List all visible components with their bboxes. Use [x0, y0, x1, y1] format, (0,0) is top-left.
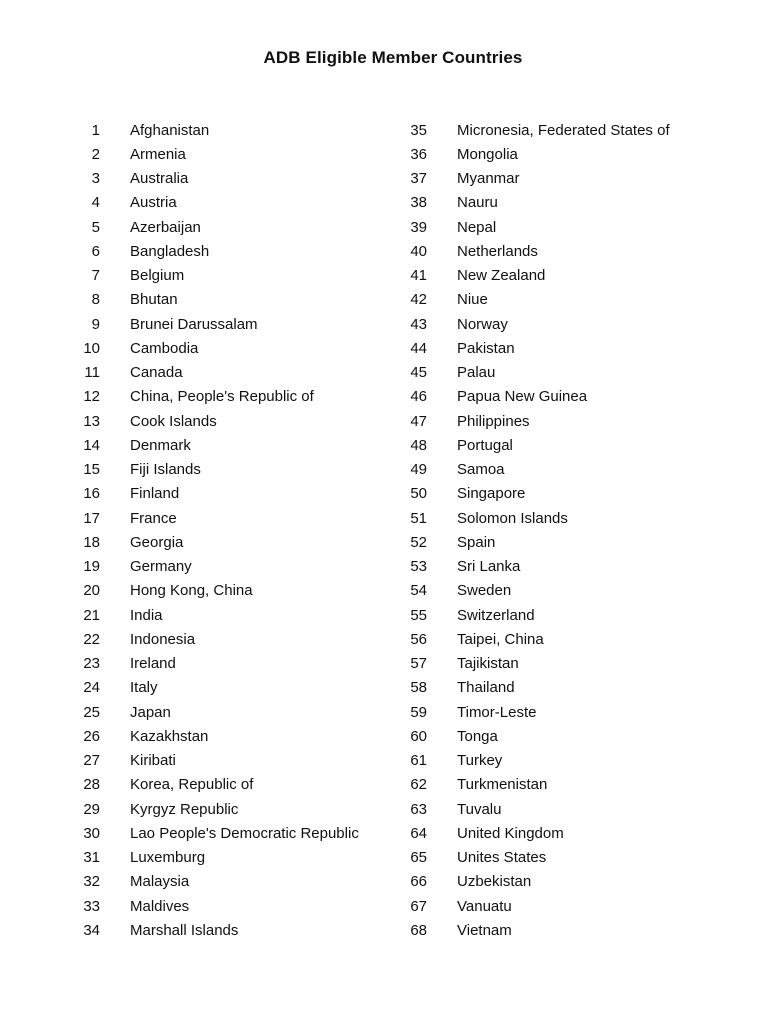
country-number: 44 [410, 339, 427, 357]
country-row [393, 385, 670, 409]
country-name: Palau [457, 364, 496, 382]
country-row [393, 142, 670, 166]
country-row [66, 724, 359, 748]
country-name: Switzerland [457, 606, 535, 624]
country-row [66, 821, 359, 845]
country-row [66, 652, 359, 676]
country-number: 57 [410, 655, 427, 673]
country-row [393, 821, 670, 845]
country-number: 62 [410, 776, 427, 794]
country-name: Marshall Islands [130, 921, 239, 939]
country-number: 3 [91, 170, 100, 188]
country-number: 68 [410, 921, 427, 939]
country-row [66, 458, 359, 482]
country-name: Belgium [130, 267, 185, 285]
country-name: Norway [457, 315, 508, 333]
country-number: 36 [410, 145, 427, 163]
country-row [393, 724, 670, 748]
country-name: Sweden [457, 582, 512, 600]
country-number: 34 [83, 921, 100, 939]
country-name: Netherlands [457, 242, 538, 260]
country-number: 50 [410, 485, 427, 503]
country-row [393, 773, 670, 797]
country-row [66, 749, 359, 773]
country-number: 33 [83, 897, 100, 915]
country-row [393, 336, 670, 360]
country-number: 59 [410, 703, 427, 721]
country-number: 19 [83, 558, 100, 576]
country-row [66, 409, 359, 433]
country-name: Georgia [130, 533, 184, 551]
country-row [66, 264, 359, 288]
country-number: 20 [83, 582, 100, 600]
country-row [393, 603, 670, 627]
country-row [393, 312, 670, 336]
country-name: Canada [130, 364, 183, 382]
country-row [393, 167, 670, 191]
country-row [393, 918, 670, 942]
country-number: 53 [410, 558, 427, 576]
country-number: 2 [91, 145, 100, 163]
country-number: 26 [83, 727, 100, 745]
country-name: Cook Islands [130, 412, 217, 430]
country-name: Vietnam [457, 921, 512, 939]
country-number: 47 [410, 412, 427, 430]
country-number: 16 [83, 485, 100, 503]
country-name: Sri Lanka [457, 558, 521, 576]
country-number: 8 [91, 291, 100, 309]
country-number: 11 [84, 364, 100, 382]
country-name: Italy [130, 679, 158, 697]
country-name: China, People's Republic of [130, 388, 314, 406]
country-name: Philippines [457, 412, 530, 430]
country-number: 56 [410, 630, 427, 648]
country-number: 29 [83, 800, 100, 818]
country-number: 39 [410, 218, 427, 236]
country-name: Japan [130, 703, 171, 721]
country-row [393, 409, 670, 433]
country-name: Bhutan [130, 291, 178, 309]
country-number: 13 [83, 412, 100, 430]
country-number: 18 [83, 533, 100, 551]
country-row [66, 142, 359, 166]
country-name: Nauru [457, 194, 498, 212]
country-name: Austria [130, 194, 177, 212]
country-row [393, 191, 670, 215]
country-number: 24 [83, 679, 100, 697]
country-row [66, 482, 359, 506]
country-name: Taipei, China [457, 630, 544, 648]
country-name: New Zealand [457, 267, 546, 285]
country-name: Kazakhstan [130, 727, 209, 745]
country-row [66, 191, 359, 215]
country-number: 63 [410, 800, 427, 818]
country-number: 67 [410, 897, 427, 915]
country-row [393, 215, 670, 239]
country-row [66, 627, 359, 651]
country-name: Micronesia, Federated States of [457, 121, 670, 139]
country-row [66, 118, 359, 142]
countries-column-right [393, 118, 670, 943]
country-row [66, 361, 359, 385]
country-row [66, 797, 359, 821]
country-row [66, 433, 359, 457]
country-number: 52 [410, 533, 427, 551]
country-name: Azerbaijan [130, 218, 201, 236]
country-name: Turkey [457, 752, 503, 770]
country-number: 28 [83, 776, 100, 794]
country-number: 45 [410, 364, 427, 382]
country-number: 31 [83, 849, 100, 867]
country-name: Germany [130, 558, 192, 576]
country-name: Brunei Darussalam [130, 315, 258, 333]
country-name: Timor-Leste [457, 703, 537, 721]
country-row [66, 312, 359, 336]
country-row [393, 288, 670, 312]
country-number: 1 [91, 121, 100, 139]
country-name: Pakistan [457, 339, 515, 357]
country-name: Afghanistan [130, 121, 210, 139]
country-name: Kiribati [130, 752, 176, 770]
country-name: Cambodia [130, 339, 199, 357]
country-number: 10 [83, 339, 100, 357]
country-row [66, 215, 359, 239]
country-number: 60 [410, 727, 427, 745]
country-number: 43 [410, 315, 427, 333]
country-row [393, 627, 670, 651]
country-number: 9 [91, 315, 100, 333]
country-row [393, 700, 670, 724]
country-number: 58 [410, 679, 427, 697]
country-number: 15 [83, 461, 100, 479]
country-number: 4 [91, 194, 100, 212]
country-name: Niue [457, 291, 488, 309]
country-number: 40 [410, 242, 427, 260]
country-number: 32 [83, 873, 100, 891]
country-name: Hong Kong, China [130, 582, 253, 600]
country-number: 46 [410, 388, 427, 406]
country-name: Australia [130, 170, 189, 188]
country-number: 64 [410, 824, 427, 842]
country-name: Indonesia [130, 630, 196, 648]
country-row [393, 118, 670, 142]
country-row [393, 361, 670, 385]
country-name: Ireland [130, 655, 176, 673]
country-number: 21 [83, 606, 100, 624]
country-row [393, 846, 670, 870]
country-number: 12 [83, 388, 100, 406]
country-number: 55 [410, 606, 427, 624]
country-name: Uzbekistan [457, 873, 532, 891]
country-name: Mongolia [457, 145, 518, 163]
country-row [66, 239, 359, 263]
countries-column-left [66, 118, 359, 943]
country-name: Solomon Islands [457, 509, 568, 527]
country-row [393, 894, 670, 918]
country-number: 66 [410, 873, 427, 891]
country-number: 25 [83, 703, 100, 721]
country-name: Tajikistan [457, 655, 519, 673]
country-number: 22 [83, 630, 100, 648]
country-name: Papua New Guinea [457, 388, 588, 406]
country-row [393, 870, 670, 894]
country-row [393, 579, 670, 603]
country-name: Samoa [457, 461, 505, 479]
country-number: 35 [410, 121, 427, 139]
country-row [393, 652, 670, 676]
country-number: 38 [410, 194, 427, 212]
country-row [66, 773, 359, 797]
country-row [393, 482, 670, 506]
country-name: Malaysia [130, 873, 190, 891]
country-row [393, 239, 670, 263]
country-row [66, 870, 359, 894]
country-row [393, 797, 670, 821]
country-name: Armenia [130, 145, 186, 163]
country-row [66, 579, 359, 603]
country-name: Tonga [457, 727, 498, 745]
country-row [393, 676, 670, 700]
country-number: 41 [410, 267, 427, 285]
country-row [66, 676, 359, 700]
page-title: ADB Eligible Member Countries [263, 48, 523, 67]
country-name: Portugal [457, 436, 513, 454]
country-number: 48 [410, 436, 427, 454]
country-row [66, 555, 359, 579]
country-name: Thailand [457, 679, 515, 697]
country-name: France [130, 509, 177, 527]
country-row [66, 385, 359, 409]
country-row [66, 530, 359, 554]
country-number: 42 [410, 291, 427, 309]
country-row [66, 506, 359, 530]
country-row [393, 506, 670, 530]
country-name: United Kingdom [457, 824, 564, 842]
country-number: 61 [410, 752, 427, 770]
country-number: 37 [410, 170, 427, 188]
country-name: Turkmenistan [457, 776, 548, 794]
country-row [393, 749, 670, 773]
country-row [66, 918, 359, 942]
country-name: Fiji Islands [130, 461, 201, 479]
country-name: Unites States [457, 849, 547, 867]
country-row [393, 458, 670, 482]
country-row [66, 336, 359, 360]
country-row [66, 846, 359, 870]
country-number: 14 [83, 436, 100, 454]
country-number: 51 [410, 509, 427, 527]
country-row [393, 555, 670, 579]
country-number: 54 [410, 582, 427, 600]
country-name: Nepal [457, 218, 497, 236]
country-row [393, 433, 670, 457]
country-number: 49 [410, 461, 427, 479]
country-row [66, 288, 359, 312]
country-name: Bangladesh [130, 242, 210, 260]
country-name: Vanuatu [457, 897, 512, 915]
country-row [393, 530, 670, 554]
country-number: 30 [83, 824, 100, 842]
country-row [393, 264, 670, 288]
country-name: Kyrgyz Republic [130, 800, 239, 818]
country-name: Myanmar [457, 170, 520, 188]
country-number: 17 [83, 509, 100, 527]
country-row [66, 167, 359, 191]
country-row [66, 894, 359, 918]
country-name: India [130, 606, 163, 624]
country-name: Lao People's Democratic Republic [130, 824, 359, 842]
country-number: 23 [83, 655, 100, 673]
country-number: 27 [83, 752, 100, 770]
country-number: 7 [91, 267, 100, 285]
country-name: Denmark [130, 436, 191, 454]
country-row [66, 700, 359, 724]
country-name: Tuvalu [457, 800, 502, 818]
country-name: Luxemburg [130, 849, 206, 867]
country-name: Korea, Republic of [130, 776, 254, 794]
country-number: 65 [410, 849, 427, 867]
country-name: Maldives [130, 897, 190, 915]
country-name: Singapore [457, 485, 526, 503]
country-name: Finland [130, 485, 180, 503]
country-number: 5 [91, 218, 100, 236]
country-row [66, 603, 359, 627]
country-name: Spain [457, 533, 496, 551]
country-number: 6 [91, 242, 100, 260]
